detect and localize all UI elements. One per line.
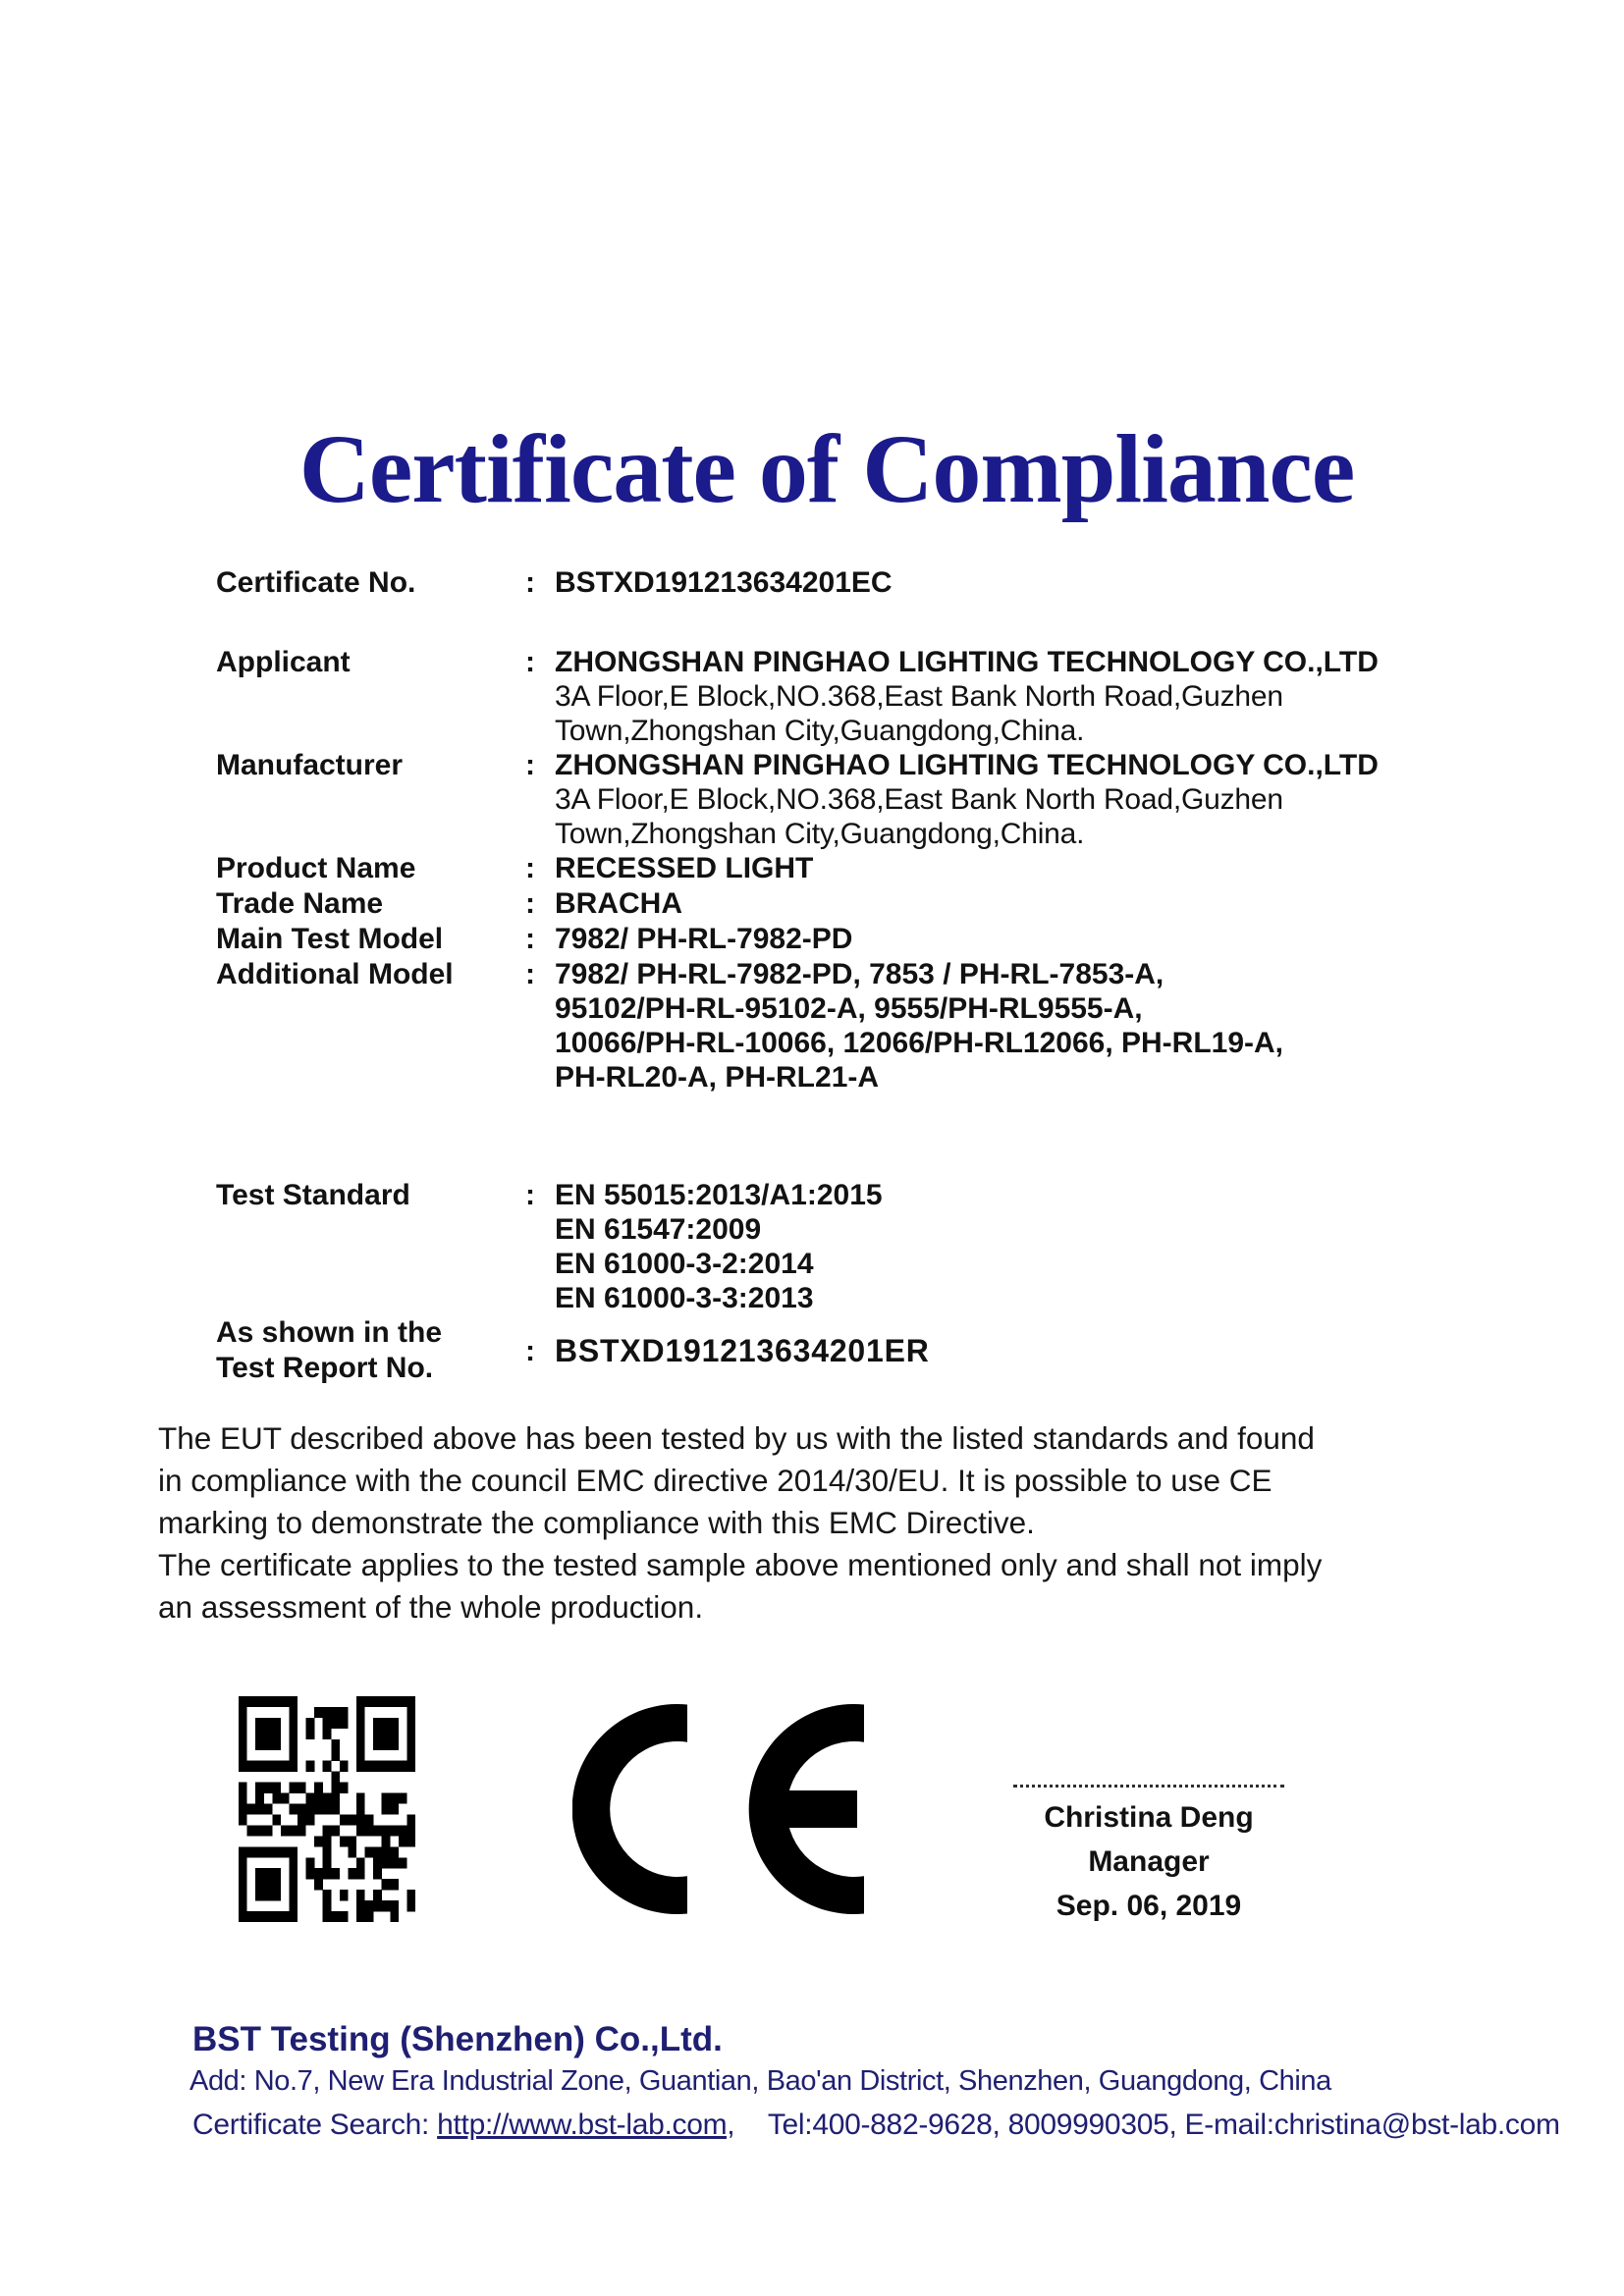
field-colon: :	[525, 566, 535, 599]
field-label-line: Test Report No.	[216, 1352, 434, 1384]
field-label-line: Certificate No.	[216, 566, 416, 599]
field-colon: :	[525, 923, 535, 955]
field-value-line: 3A Floor,E Block,NO.368,East Bank North Road,Guzhen	[555, 783, 1283, 816]
field-colon: :	[525, 1334, 535, 1367]
field-test-standard	[216, 1178, 930, 1315]
statement-line: marking to demonstrate the compliance with this EMC Directive.	[158, 1505, 1035, 1540]
field-value-line: 7982/ PH-RL-7982-PD, 7853 / PH-RL-7853-A,	[555, 958, 1164, 990]
field-value-line: BRACHA	[555, 887, 682, 920]
field-value-line: EN 55015:2013/A1:2015	[555, 1179, 883, 1211]
field-colon: :	[525, 1179, 535, 1211]
field-additional-model	[216, 957, 1379, 1095]
field-product-name	[216, 851, 1379, 886]
certificate-details	[216, 565, 1379, 1095]
certificate-search-label: Certificate Search:	[192, 2109, 430, 2141]
statement-line: in compliance with the council EMC directive 2014/30/EU. It is possible to use CE	[158, 1463, 1272, 1498]
signatory-name: Christina Deng	[1044, 1801, 1254, 1834]
ce-mark-icon	[572, 1703, 867, 1915]
field-value	[555, 922, 852, 957]
field-value-line: 95102/PH-RL-95102-A, 9555/PH-RL9555-A,	[555, 992, 1143, 1025]
certificate-search-link[interactable]: http://www.bst-lab.com,	[437, 2109, 735, 2141]
field-value	[555, 851, 813, 886]
field-value	[555, 1178, 883, 1315]
field-colon: :	[525, 646, 535, 678]
field-applicant	[216, 645, 1379, 748]
field-value-line: 10066/PH-RL-10066, 12066/PH-RL12066, PH-RL19-A,	[555, 1027, 1284, 1059]
field-value	[555, 748, 1379, 851]
field-value	[555, 957, 1283, 1095]
statement-line: an assessment of the whole production.	[158, 1589, 704, 1625]
field-label	[216, 645, 525, 748]
field-colon: :	[525, 958, 535, 990]
field-value-line: BSTXD191213634201ER	[555, 1332, 930, 1368]
field-colon: :	[525, 852, 535, 884]
field-colon: :	[525, 749, 535, 781]
qr-code-icon	[239, 1696, 415, 1922]
field-certificate-no	[216, 565, 1379, 601]
lab-address: Add: No.7, New Era Industrial Zone, Guantian, Bao'an District, Shenzhen, Guangdong, China	[189, 2065, 1331, 2097]
field-label-line: Applicant	[216, 646, 351, 678]
field-label	[216, 886, 525, 922]
field-label	[216, 565, 525, 601]
field-label	[216, 957, 525, 1095]
signatory-role: Manager	[1088, 1845, 1210, 1878]
field-label-line: Additional Model	[216, 958, 454, 990]
field-value-line: PH-RL20-A, PH-RL21-A	[555, 1061, 880, 1094]
field-label	[216, 1178, 525, 1315]
signature-block	[1001, 1767, 1296, 1928]
certificate-search-line	[192, 2109, 1560, 2142]
field-value-line: 3A Floor,E Block,NO.368,East Bank North Road,Guzhen	[555, 680, 1283, 713]
field-value-line: EN 61000-3-2:2014	[555, 1248, 814, 1280]
statement-line: The EUT described above has been tested by us with the listed standards and found	[158, 1420, 1315, 1456]
signature-date: Sep. 06, 2019	[1056, 1890, 1242, 1922]
field-label-line: Manufacturer	[216, 749, 404, 781]
field-label	[216, 748, 525, 851]
field-test-report-no	[216, 1315, 930, 1386]
field-label	[216, 922, 525, 957]
lab-company-name: BST Testing (Shenzhen) Co.,Ltd.	[192, 2020, 723, 2058]
field-trade-name	[216, 886, 1379, 922]
field-value-line: RECESSED LIGHT	[555, 852, 814, 884]
compliance-statement	[158, 1417, 1322, 1629]
field-label	[216, 851, 525, 886]
field-value-line: EN 61547:2009	[555, 1213, 762, 1246]
field-manufacturer	[216, 748, 1379, 851]
field-value-line: EN 61000-3-3:2013	[555, 1282, 814, 1314]
field-label-line: Main Test Model	[216, 923, 444, 955]
field-label-line: Trade Name	[216, 887, 384, 920]
field-value	[555, 1334, 930, 1368]
field-value	[555, 886, 682, 922]
field-value-line: BSTXD191213634201EC	[555, 566, 893, 599]
field-label-line: Test Standard	[216, 1179, 410, 1211]
field-label-line: As shown in the	[216, 1316, 443, 1349]
field-value-line: 7982/ PH-RL-7982-PD	[555, 923, 853, 955]
field-value-line: Town,Zhongshan City,Guangdong,China.	[555, 715, 1085, 747]
field-label	[216, 1315, 525, 1386]
field-value	[555, 565, 893, 601]
statement-line: The certificate applies to the tested sample above mentioned only and shall not imply	[158, 1547, 1323, 1582]
signature-dotted-line	[1013, 1785, 1284, 1788]
certificate-title: Certificate of Compliance	[298, 414, 1355, 523]
field-value	[555, 645, 1379, 748]
field-value-line: ZHONGSHAN PINGHAO LIGHTING TECHNOLOGY CO.,LTD	[555, 646, 1379, 678]
field-label-line: Product Name	[216, 852, 416, 884]
lab-contact-info: Tel:400-882-9628, 8009990305, E-mail:christina@bst-lab.com	[767, 2109, 1560, 2141]
field-value-line: ZHONGSHAN PINGHAO LIGHTING TECHNOLOGY CO.,LTD	[555, 749, 1379, 781]
field-value-line: Town,Zhongshan City,Guangdong,China.	[555, 818, 1085, 850]
field-main-test-model	[216, 922, 1379, 957]
field-colon: :	[525, 887, 535, 920]
test-details	[216, 1178, 930, 1386]
